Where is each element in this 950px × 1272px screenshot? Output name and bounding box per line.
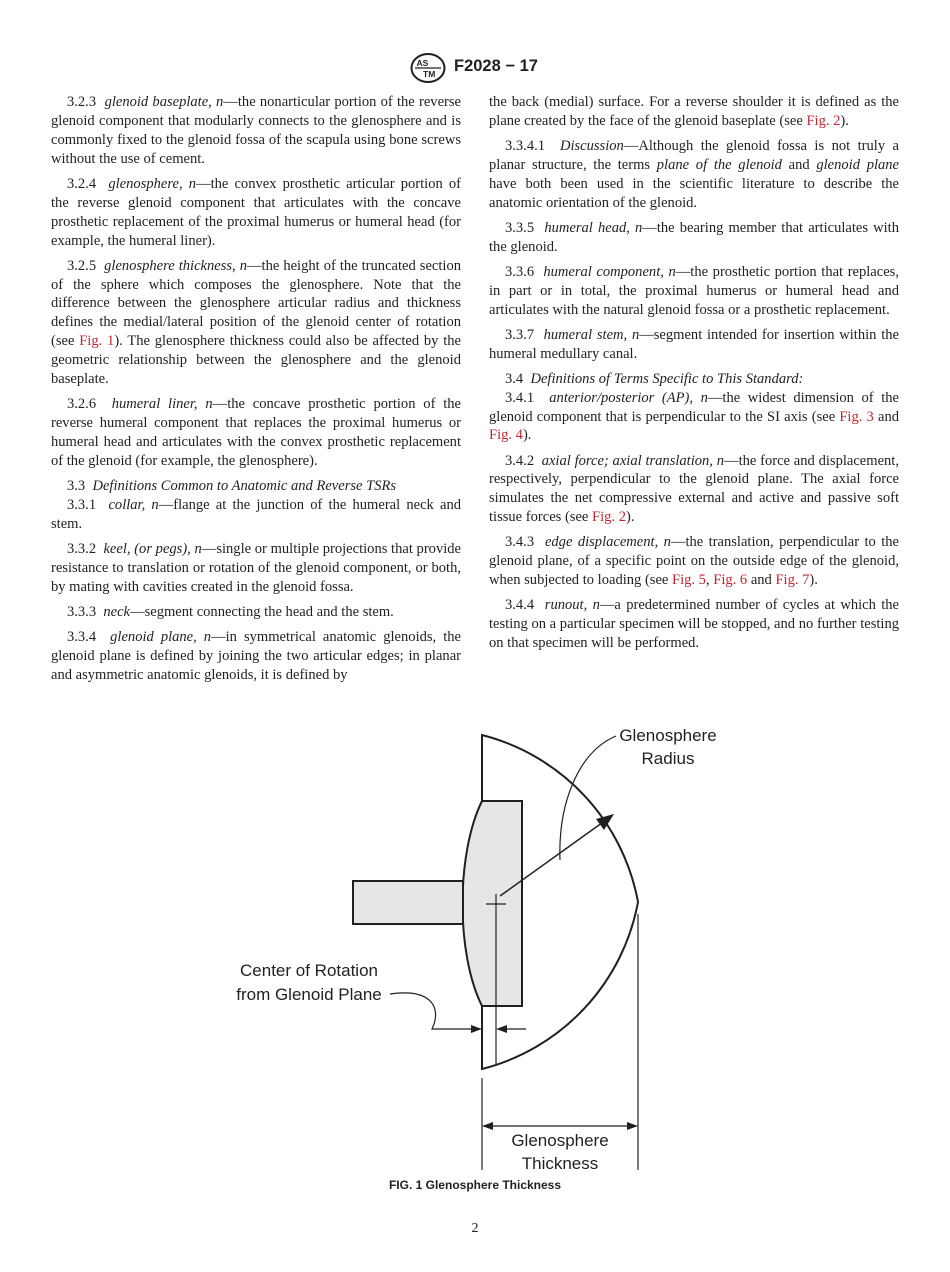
fig-2-link[interactable]: Fig. 2 [806, 112, 841, 129]
definition-3-3-4-continued: the back (medial) surface. For a reverse shoulder it is defined as the plane created by the face of the glenoid baseplate (see Fig. 2). [489, 94, 899, 129]
definition-3-4-3: 3.4.3 edge displacement, n—the translation, perpendicular to the glenoid plane, of a specific point on the outside edge of the glenoid, when subjected to loading (see Fig. 5, Fig. 6 and Fig. 7). [489, 534, 899, 589]
discussion-3-3-4-1: 3.3.4.1 Discussion—Although the glenoid fossa is not truly a planar structure, the terms plane of the glenoid and glenoid plane have both been used in the scientific literature to describe the anatomic orientation of the glenoid. [489, 138, 900, 211]
section-heading-3-3: 3.3 Definitions Common to Anatomic and Reverse TSRs [67, 477, 397, 494]
definition-3-3-7: 3.3.7 humeral stem, n—segment intended for insertion within the humeral medullary canal. [489, 326, 899, 362]
thickness-label-line2: Thickness [521, 1154, 599, 1173]
fig-4-link[interactable]: Fig. 4 [489, 427, 523, 444]
svg-text:TM: TM [423, 69, 436, 79]
fig-3-link[interactable]: Fig. 3 [839, 408, 874, 425]
cor-label-line2: from Glenoid Plane [236, 985, 382, 1004]
definition-3-3-5: 3.3.5 humeral head, n—the bearing member that articulates with the glenoid. [489, 219, 899, 255]
left-column [51, 93, 461, 691]
definition-3-2-6: 3.2.6 humeral liner, n—the concave prosthetic portion of the reverse humeral component that replaces the proximal humerus or humeral head and articulates with the convex prosthetic replacement of the glenoid (for example, the glenosphere). [51, 396, 461, 469]
definition-3-2-3: 3.2.3 glenoid baseplate, n—the nonarticular portion of the reverse glenoid component that modularly connects to the glenosphere and is commonly fixed to the glenoid fossa of the scapula using bone screws without the use of cement. [51, 94, 461, 167]
definition-3-3-6: 3.3.6 humeral component, n—the prosthetic portion that replaces, in part or in total, the proximal humerus or humeral head and articulates with the natural glenoid fossa or a prosthetic replacement. [489, 263, 899, 318]
definition-3-3-4: 3.3.4 glenoid plane, n—in symmetrical anatomic glenoids, the glenoid plane is defined by joining the two articular edges; in planar and asymmetric anatomic glenoids, it is defined by [51, 628, 461, 683]
rotation-leader [390, 993, 472, 1029]
definition-3-3-3: 3.3.3 neck—segment connecting the head and the stem. [67, 603, 394, 620]
definition-3-3-1: 3.3.1 collar, n—flange at the junction of the humeral neck and stem. [51, 496, 462, 532]
definition-3-3-2: 3.3.2 keel, (or pegs), n—single or multiple projections that provide resistance to translation or rotation of the glenoid component, or both, by mating with cavities created in the glenoid fossa. [51, 540, 461, 595]
stem-shape [353, 881, 463, 924]
astm-logo-icon [410, 52, 446, 84]
rotation-arrowhead-left [471, 1025, 482, 1033]
section-heading-3-4: 3.4 Definitions of Terms Specific to This Standard: [505, 370, 804, 387]
radius-label-line1: Glenosphere [619, 726, 717, 745]
page-header [0, 52, 950, 86]
thickness-label-line1: Glenosphere [511, 1131, 609, 1150]
cor-label-line1: Center of Rotation [240, 961, 378, 980]
figure-caption: FIG. 1 Glenosphere Thickness [388, 1178, 562, 1192]
definition-3-2-4: 3.2.4 glenosphere, n—the convex prosthetic articular portion of the reverse glenoid component that articulates with the concave prosthetic replacement of the proximal humerus or humeral head (for example, the humeral liner). [51, 175, 462, 249]
svg-text:AS: AS [416, 58, 429, 68]
figure-1-diagram [210, 718, 750, 1173]
thickness-arrowhead-right [627, 1122, 638, 1130]
glenosphere-thickness-drawing [210, 718, 750, 1173]
definition-3-2-5: 3.2.5 glenosphere thickness, n—the height of the truncated section of the sphere which composes the glenosphere. Note that the difference between the glenosphere articular radius and thickness defines the medial/lateral position of the glenoid center of rotation (see Fig. 1). The glenosphere thickness could also be affected by the geometric relationship between the glenosphere and the glenoid baseplate. [51, 257, 461, 388]
page-number: 2 [471, 1221, 479, 1236]
definition-3-4-1: 3.4.1 anterior/posterior (AP), n—the widest dimension of the glenoid component that is perpendicular to the SI axis (see Fig. 3 and Fig. 4). [489, 389, 900, 444]
standard-designation: F2028 − 17 [454, 57, 538, 75]
fig-6-link[interactable]: Fig. 6 [713, 572, 748, 589]
right-column [489, 93, 899, 659]
thickness-arrowhead-left [482, 1122, 493, 1130]
definition-3-4-4: 3.4.4 runout, n—a predetermined number of cycles at which the testing on a particular specimen will be stopped, and no further testing on that specimen will be performed. [489, 597, 900, 652]
fig-1-link[interactable]: Fig. 1 [79, 333, 115, 350]
radius-label-line2: Radius [641, 749, 695, 768]
fig-5-link[interactable]: Fig. 5 [672, 572, 706, 589]
definition-3-4-2: 3.4.2 axial force; axial translation, n—the force and displacement, respectively, perpendicular to the glenoid plane. The axial force simulates the net compressive external and active and passive soft tissue forces (see Fig. 2). [489, 452, 899, 526]
fig-7-link[interactable]: Fig. 7 [775, 572, 810, 589]
fig-2-link[interactable]: Fig. 2 [592, 509, 626, 526]
